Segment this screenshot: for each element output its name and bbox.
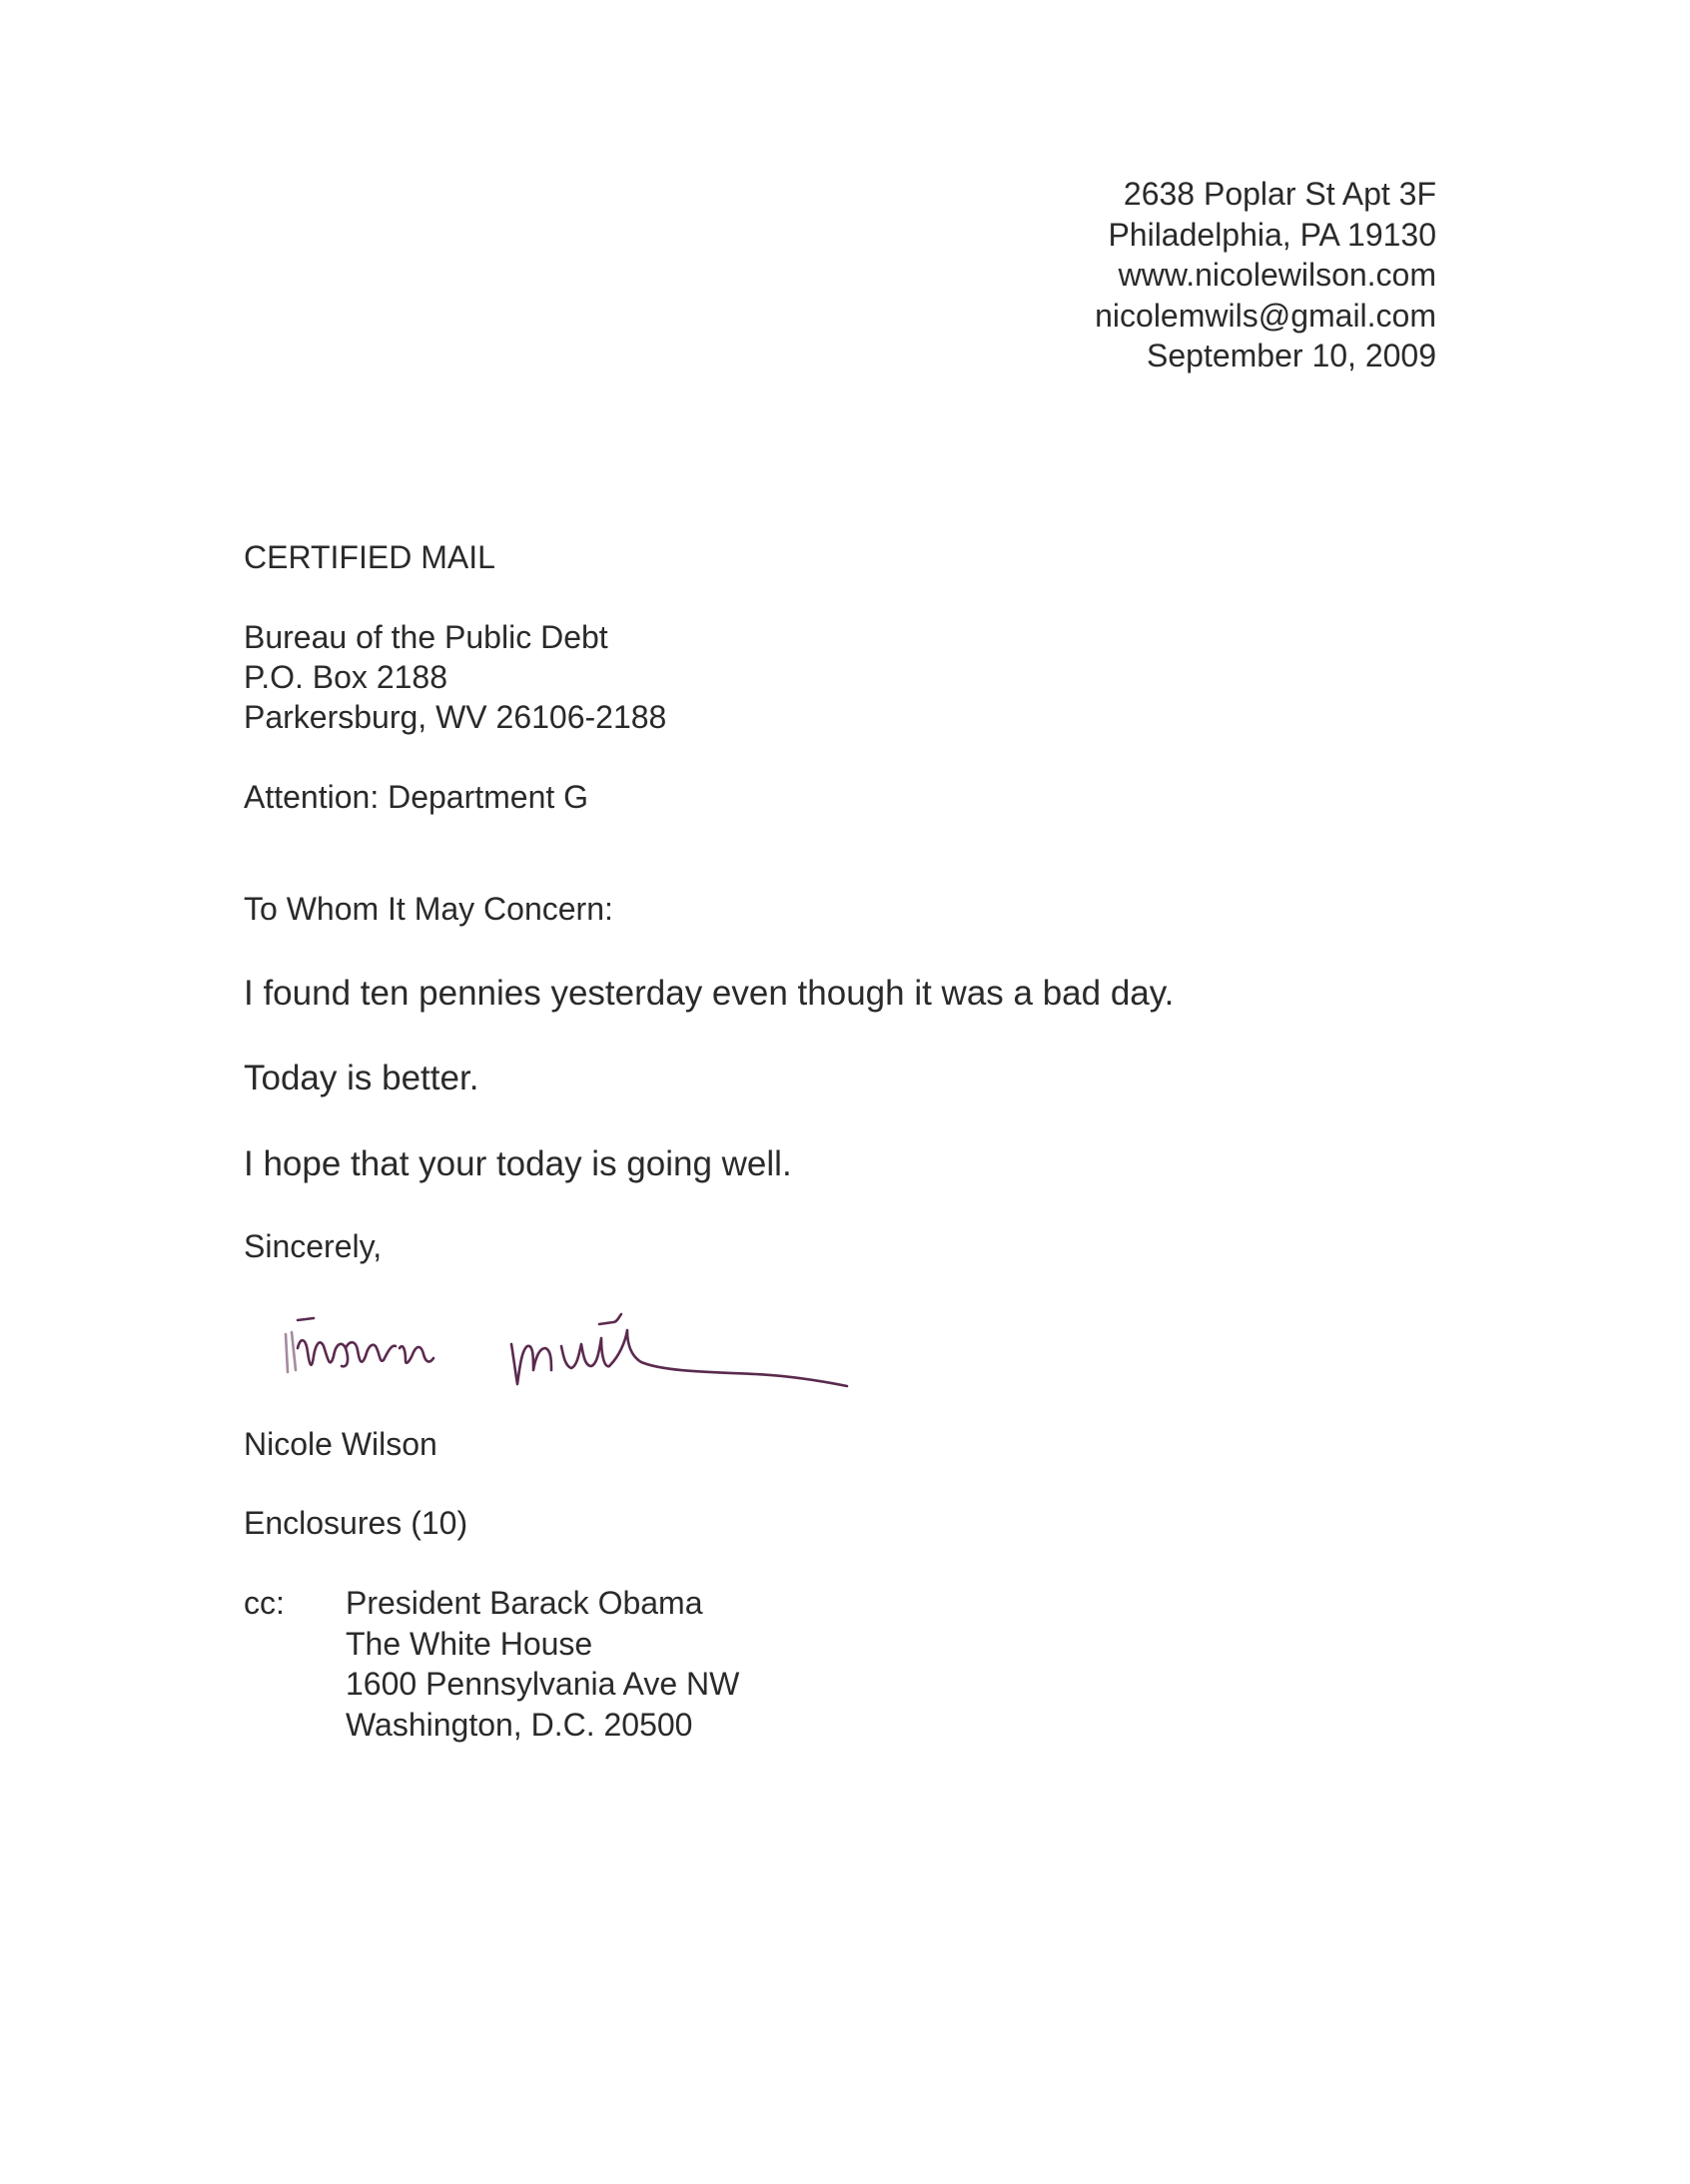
- recipient-po-box: P.O. Box 2188: [244, 659, 447, 695]
- salutation: To Whom It May Concern:: [244, 891, 613, 927]
- cc-label: cc:: [244, 1585, 285, 1621]
- sender-email: nicolemwils@gmail.com: [1095, 297, 1436, 334]
- cc-street: 1600 Pennsylvania Ave NW: [346, 1666, 740, 1702]
- sender-city-line: Philadelphia, PA 19130: [1108, 216, 1436, 253]
- recipient-name: Bureau of the Public Debt: [244, 619, 608, 655]
- closing: Sincerely,: [244, 1228, 383, 1264]
- cc-organization: The White House: [346, 1625, 593, 1662]
- cc-name: President Barack Obama: [346, 1585, 703, 1621]
- sender-address-block: [1095, 174, 1436, 376]
- cc-address-block: [346, 1583, 739, 1745]
- handwritten-signature: [276, 1286, 851, 1410]
- mail-type: CERTIFIED MAIL: [244, 539, 495, 575]
- cc-city-line: Washington, D.C. 20500: [346, 1706, 693, 1743]
- recipient-address-block: [244, 617, 666, 737]
- sender-street: 2638 Poplar St Apt 3F: [1123, 176, 1436, 212]
- attention-line: Attention: Department G: [244, 779, 589, 815]
- body-paragraph-3: I hope that your today is going well.: [244, 1144, 792, 1183]
- signer-name: Nicole Wilson: [244, 1426, 437, 1462]
- body-paragraph-2: Today is better.: [244, 1059, 479, 1097]
- body-paragraph-1: I found ten pennies yesterday even though it was a bad day.: [244, 974, 1175, 1013]
- sender-website: www.nicolewilson.com: [1118, 257, 1436, 293]
- enclosures-note: Enclosures (10): [244, 1505, 468, 1541]
- letter-date: September 10, 2009: [1147, 338, 1436, 373]
- recipient-city-line: Parkersburg, WV 26106-2188: [244, 699, 667, 735]
